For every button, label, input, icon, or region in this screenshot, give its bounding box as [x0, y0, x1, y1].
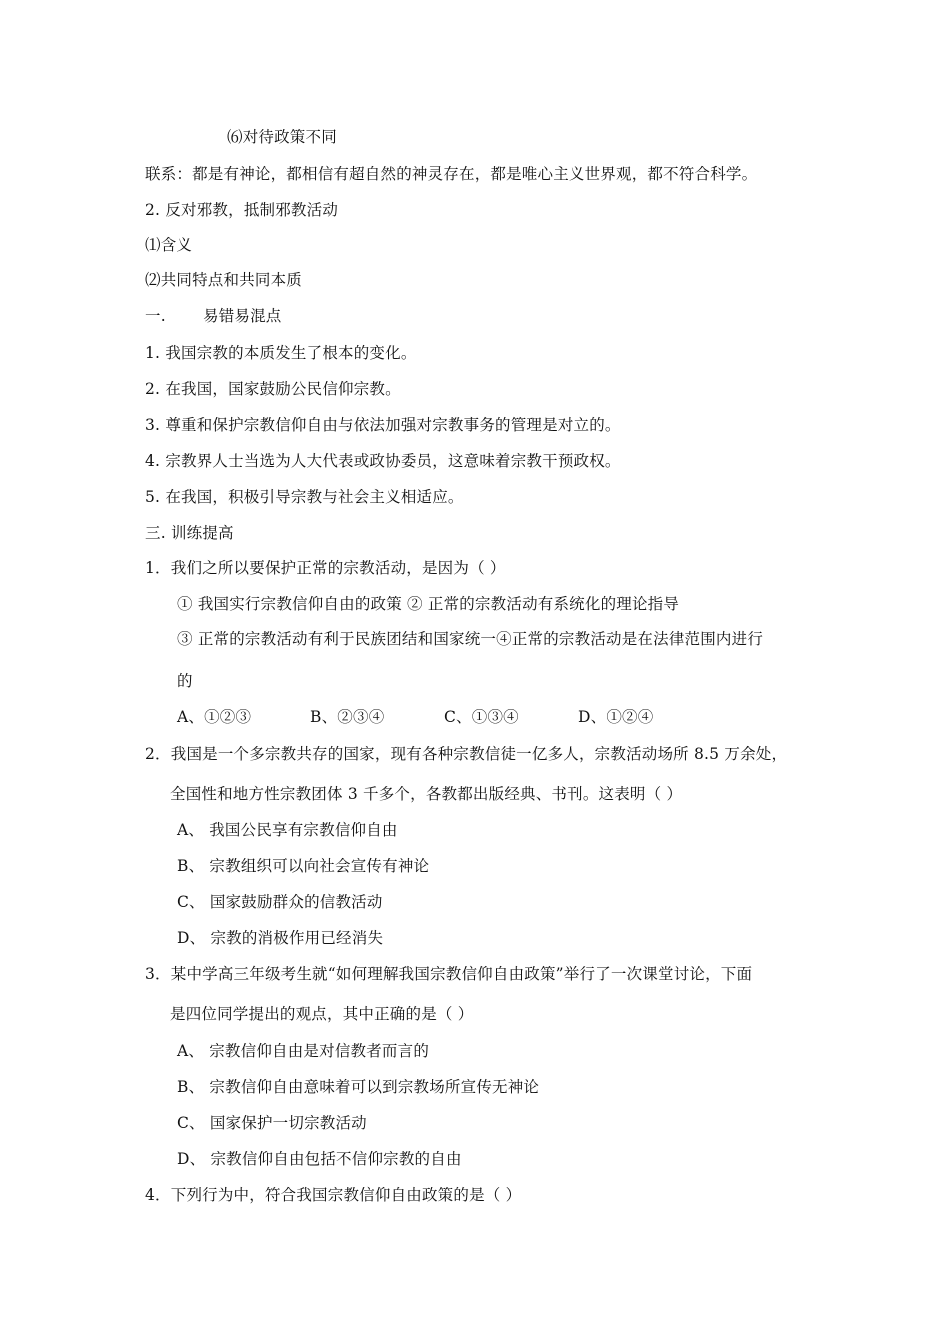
connection-text: 联系：都是有神论，都相信有超自然的神灵存在，都是唯心主义世界观，都不符合科学。 [145, 165, 758, 183]
sub-item-2: ⑵共同特点和共同本质 [145, 271, 303, 289]
question-1: 1．我们之所以要保护正常的宗教活动，是因为（ ） [145, 559, 506, 577]
question-3: 3．某中学高三年级考生就“如何理解我国宗教信仰自由政策”举行了一次课堂讨论，下面 [145, 965, 753, 983]
question-1-option-b: B、②③④ [310, 708, 385, 726]
section-1-heading: 易错易混点 [203, 307, 282, 325]
question-1-option-c: C、①③④ [444, 708, 519, 726]
section-3-heading: 三. 训练提高 [145, 524, 234, 542]
question-1-option-d: D、①②④ [578, 708, 654, 726]
question-2-cont: 全国性和地方性宗教团体 3 千多个，各教都出版经典、书刊。这表明（ ） [170, 785, 683, 803]
item-6-policy: ⑹对待政策不同 [227, 128, 337, 146]
section-2-heading: 2. 反对邪教，抵制邪教活动 [145, 201, 339, 219]
question-2-option-a: A、 我国公民享有宗教信仰自由 [177, 821, 398, 839]
question-1-statements-b: ③ 正常的宗教活动有利于民族团结和国家统一④正常的宗教活动是在法律范围内进行 [177, 630, 764, 648]
question-2-option-d: D、 宗教的消极作用已经消失 [177, 929, 384, 947]
question-3-option-d: D、 宗教信仰自由包括不信仰宗教的自由 [177, 1150, 462, 1168]
error-point-5: 5. 在我国，积极引导宗教与社会主义相适应。 [145, 488, 464, 506]
error-point-3: 3. 尊重和保护宗教信仰自由与依法加强对宗教事务的管理是对立的。 [145, 416, 621, 434]
error-point-1: 1. 我国宗教的本质发生了根本的变化。 [145, 344, 417, 362]
question-1-option-a: A、①②③ [177, 708, 252, 726]
question-1-statements-a: ① 我国实行宗教信仰自由的政策 ② 正常的宗教活动有系统化的理论指导 [177, 595, 680, 613]
section-1-number: 一. [145, 307, 166, 325]
question-3-option-b: B、 宗教信仰自由意味着可以到宗教场所宣传无神论 [177, 1078, 540, 1096]
question-2: 2．我国是一个多宗教共存的国家，现有各种宗教信徒一亿多人，宗教活动场所 8.5 万余处， [145, 745, 788, 763]
question-2-option-c: C、 国家鼓励群众的信教活动 [177, 893, 383, 911]
question-3-option-c: C、 国家保护一切宗教活动 [177, 1114, 367, 1132]
question-3-cont: 是四位同学提出的观点，其中正确的是（ ） [170, 1005, 474, 1023]
question-4: 4．下列行为中，符合我国宗教信仰自由政策的是（ ） [145, 1186, 522, 1204]
question-3-option-a: A、 宗教信仰自由是对信教者而言的 [177, 1042, 430, 1060]
error-point-2: 2. 在我国，国家鼓励公民信仰宗教。 [145, 380, 401, 398]
question-1-statements-c: 的 [177, 672, 193, 690]
error-point-4: 4. 宗教界人士当选为人大代表或政协委员，这意味着宗教干预政权。 [145, 452, 621, 470]
question-2-option-b: B、 宗教组织可以向社会宣传有神论 [177, 857, 430, 875]
sub-item-1: ⑴含义 [145, 236, 193, 254]
